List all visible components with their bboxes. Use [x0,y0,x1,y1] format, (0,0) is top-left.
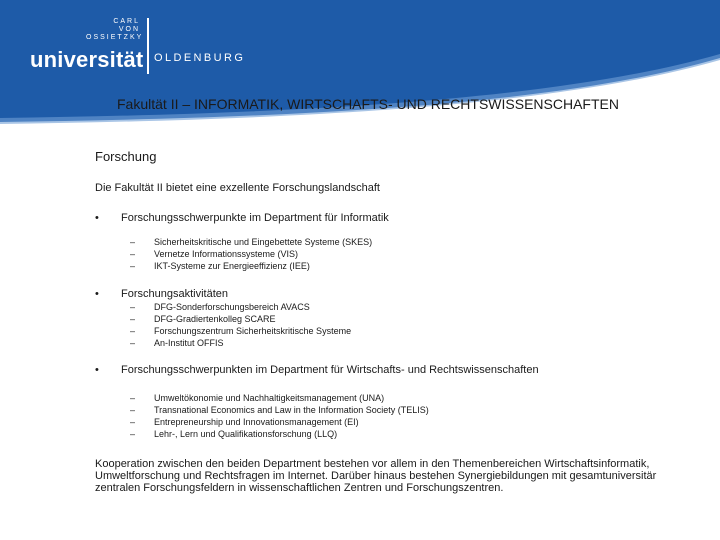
list-item-text: IKT-Systeme zur Energieeffizienz (IEE) [154,261,310,271]
bullet-marker: • [95,288,99,300]
section-title: Forschung [95,149,157,164]
dash-marker: – [130,393,136,403]
list-item-text: Vernetze Informationssysteme (VIS) [154,249,299,259]
dash-marker: – [130,249,136,259]
list-item-text: DFG-Sonderforschungsbereich AVACS [154,302,310,312]
list-item-text: Forschungszentrum Sicherheitskritische Systeme [154,326,352,336]
bullet-marker: • [95,364,99,376]
dash-marker: – [130,261,136,271]
dash-marker: – [130,338,136,348]
logo-line-3: OSSIETZKY [86,34,144,41]
bullet-text: Forschungsschwerpunkten im Department für Wirtschafts- und Rechtswissenschaften [121,364,539,376]
list-item-text: Umweltökonomie und Nachhaltigkeitsmanagement (UNA) [154,393,385,403]
bullet-marker: • [95,212,99,224]
list-item-text: DFG-Gradiertenkolleg SCARE [154,314,276,324]
logo-main-text: universität [30,47,144,72]
list-item-text: Sicherheitskritische und Eingebettete Systeme (SKES) [154,237,373,247]
bullet-text: Forschungsschwerpunkte im Department für Informatik [121,212,389,224]
list-item-text: Transnational Economics and Law in the Information Society (TELIS) [154,405,429,415]
closing-paragraph: Kooperation zwischen den beiden Department bestehen vor allem in den Themenbereichen Wirtschaftsinformatik, Umweltforschung und Rechtsfragen im Internet. Darüber hinaus bestehen Synergiebildungen mit gesamtuniversitär zentralen Forschungsfeldern in wissenschaftlichen Zentren und Forschungszentren. [95,458,657,494]
dash-marker: – [130,326,136,336]
logo-city-text: OLDENBURG [154,52,246,64]
dash-marker: – [130,302,136,312]
faculty-title: Fakultät II – INFORMATIK, WIRTSCHAFTS- UND RECHTSWISSENSCHAFTEN [117,96,619,112]
dash-marker: – [130,417,136,427]
dash-marker: – [130,237,136,247]
dash-marker: – [130,405,136,415]
intro-text: Die Fakultät II bietet eine exzellente Forschungslandschaft [95,182,380,194]
logo-divider [147,18,149,74]
dash-marker: – [130,314,136,324]
list-item-text: Lehr-, Lern und Qualifikationsforschung (LLQ) [154,429,338,439]
bullet-text: Forschungsaktivitäten [121,288,228,300]
logo-line-1: CARL [113,18,140,25]
list-item-text: Entrepreneurship und Innovationsmanagement (EI) [154,417,359,427]
logo-small-text [86,18,144,42]
list-item-text: An-Institut OFFIS [154,338,224,348]
dash-marker: – [130,429,136,439]
logo-line-2: VON [118,26,140,33]
